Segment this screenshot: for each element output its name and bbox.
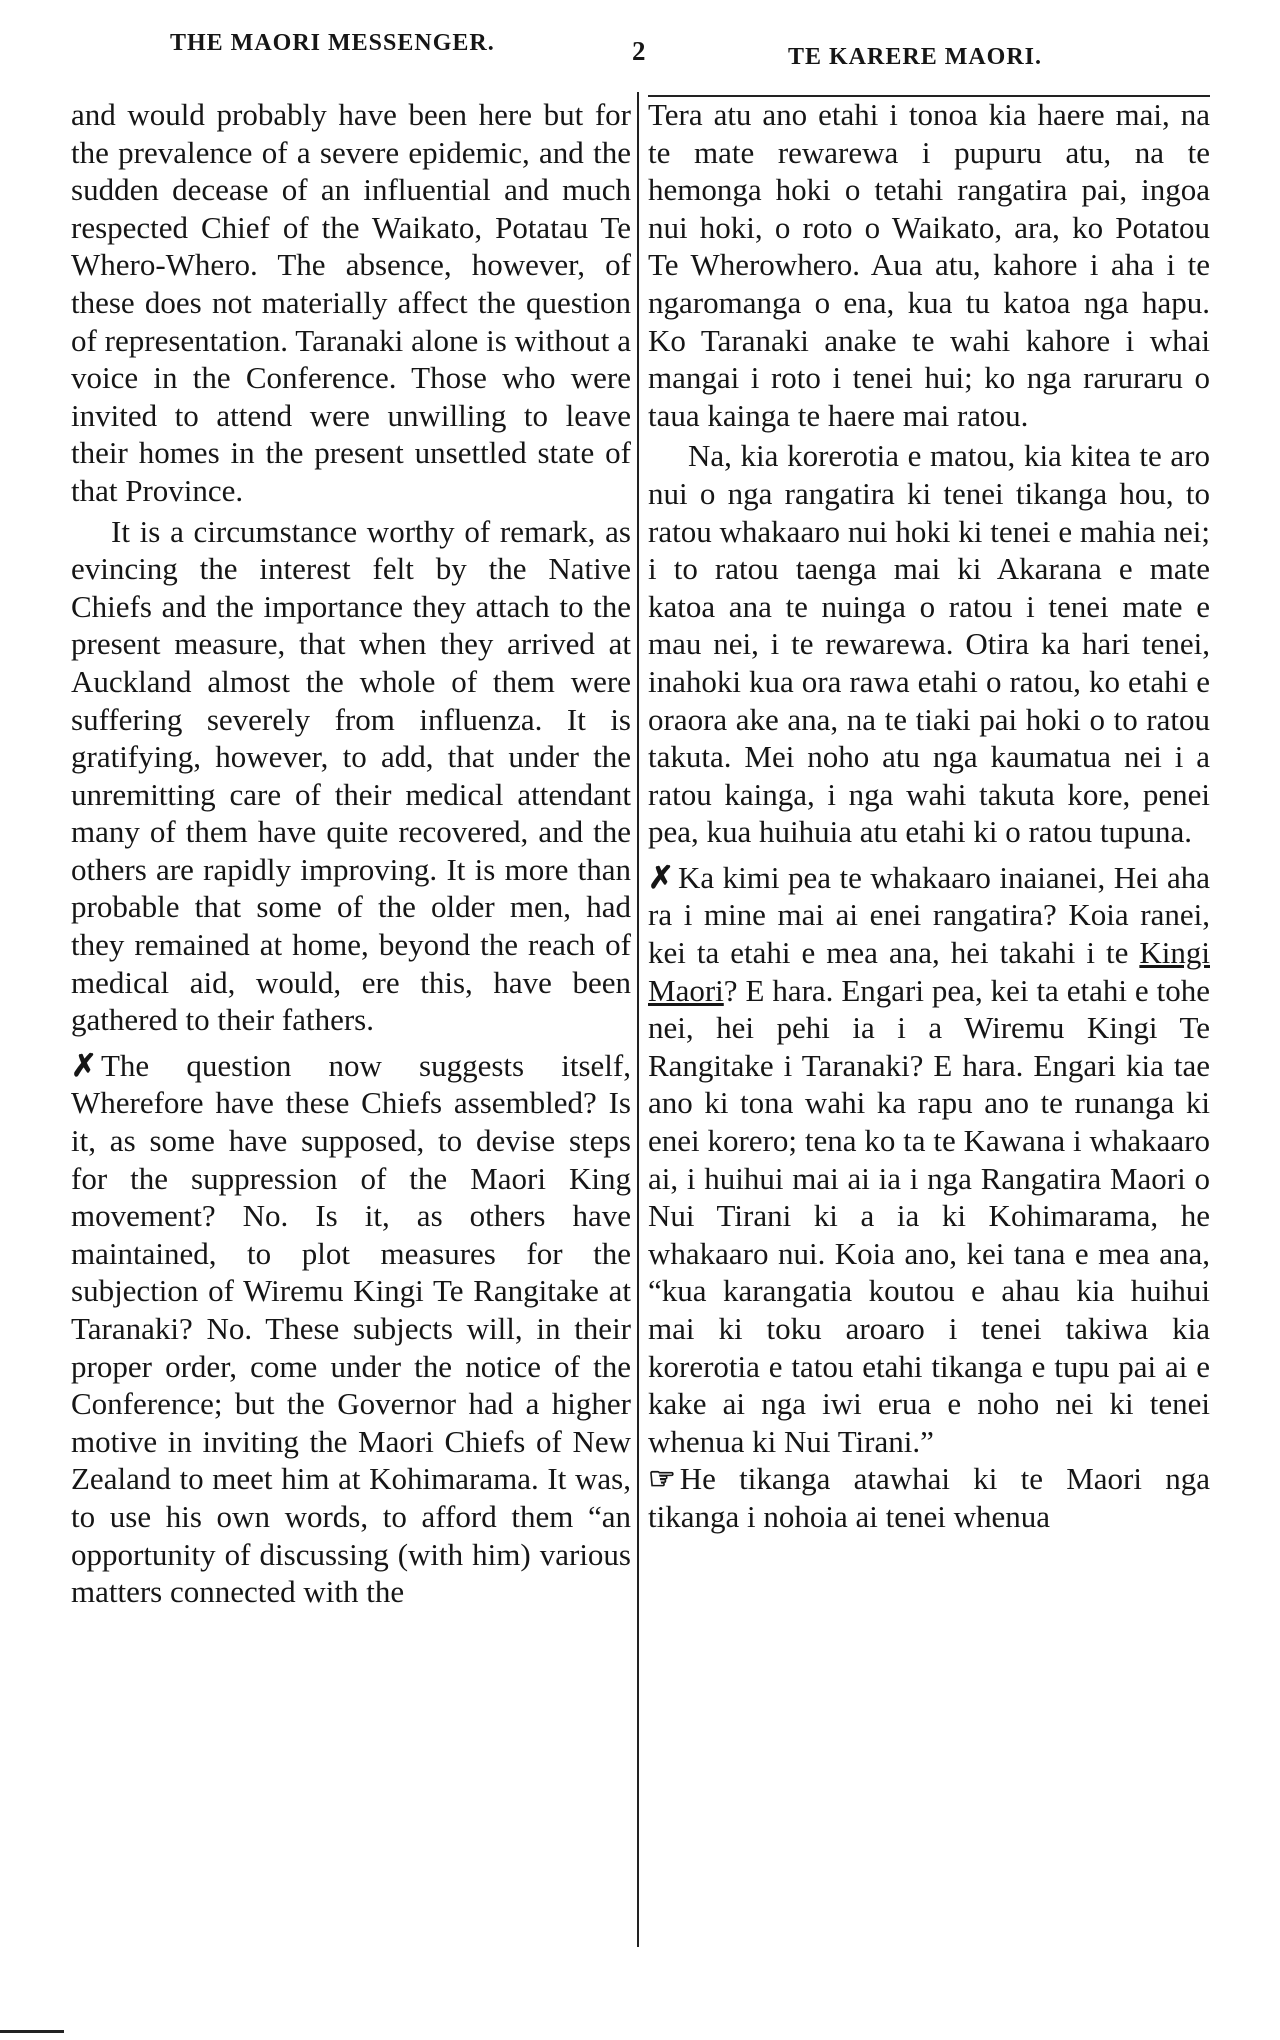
page-number: 2 [632,36,647,66]
column-divider [637,92,639,1947]
english-masthead: THE MAORI MESSENGER. [170,30,495,56]
marginal-cross-mark: ✗ [648,859,674,895]
maori-paragraph-4-text: He tikanga atawhai ki te Maori nga tikanga i nohoia ai tenei whenua [648,1461,1210,1534]
maori-column [648,96,1210,1536]
english-paragraph-1: and would probably have been here but for the prevalence of a severe epidemic, and the sudden decease of an influential and much respected Chief of the Waikato, Potatau Te Whero-Whero. The absence, however, of these does not materially affect the question of representation. Taranaki alone is without a voice in the Conference. Those who were invited to attend were unwilling to leave their homes in the present unsettled state of that Province. [71,97,631,508]
maori-paragraph-3-text-a: Ka kimi pea te whakaaro inaianei, Hei aha ra i mine mai ai enei rangatira? Koia ranei, kei ta etahi e mea ana, hei takahi i te [648,859,1210,971]
pointing-hand-icon: ☞ [648,1461,676,1497]
maori-paragraph-2: Na, kia korerotia e matou, kia kitea te aro nui o nga rangatira ki tenei tikanga hou, to ratou whakaaro nui hoki ki tenei e mahia nei; i to ratou taenga mai ki Akarana e mate katoa ana te nuinga o ratou i tenei mate e mau nei, i te rewarewa. Otira ka hari tenei, inahoki kua ora rawa etahi o ratou, ko etahi e oraora ake ana, na te tiaki pai hoki o to ratou takuta. Mei noho atu nga kaumatua nei i a ratou kainga, i nga wahi takuta kore, penei pea, kua huihuia atu etahi ki o ratou tupuna. [648,438,1210,850]
english-paragraph-3 [71,1047,631,1611]
maori-paragraph-4 [648,1460,1210,1535]
underlined-phrase: Kingi Maori [648,935,1210,1008]
maori-paragraph-3-text-b: ? E hara. Engari pea, kei ta etahi e tohe nei, hei pehi ia i a Wiremu Kingi Te Rangitake i Taranaki? E hara. Engari kia tae ano ki tona wahi ka rapu ano te runanga ki enei korero; tena ko ta te Kawana i whakaaro ai, i huihui mai ai ia i nga Rangatira Maori o Nui Tirani ki a ia ki Kohimarama, he whakaaro nui. Koia ano, kei tana e mea ana, “kua karangatia koutou e ahau kia huihui mai ki toku aroaro i tenei takiwa kia korerotia e tatou etahi tikanga e tupu pai ai e kake ai nga iwi erua e noho nei ki tenei whenua ki Nui Tirani.” [648,972,1210,1459]
bottom-edge-rule [0,2030,64,2033]
english-paragraph-2: It is a circumstance worthy of remark, as evincing the interest felt by the Native Chiefs and the importance they attach to the present measure, that when they arrived at Auckland almost the whole of them were suffering severely from influenza. It is gratifying, however, to add, that under the unremitting care of their medical attendant many of them have quite recovered, and the others are rapidly improving. It is more than probable that some of the older men, had they remained at home, beyond the reach of medical aid, would, ere this, have been gathered to their fathers. [71,513,631,1038]
maori-paragraph-1: Tera atu ano etahi i tonoa kia haere mai, na te mate rewarewa i pupuru atu, na te hemonga hoki o tetahi rangatira pai, ingoa nui hoki, o roto o Waikato, ara, ko Potatou Te Wherowhero. Aua atu, kahore i aha i te ngaromanga o ena, kua tu katoa nga hapu. Ko Taranaki anake te wahi kahore i whai mangai i roto i tenei hui; ko nga raruraru o taua kainga te haere mai ratou. [648,97,1210,433]
marginal-cross-mark: ✗ [71,1047,97,1083]
maori-masthead: TE KARERE MAORI. [788,44,1043,70]
page-header [0,0,1280,80]
english-paragraph-3-text: The question now suggests itself, Wherefore have these Chiefs assembled? Is it, as some have supposed, to devise steps for the suppression of the Maori King movement? No. Is it, as others have maintained, to plot measures for the subjection of Wiremu Kingi Te Rangitake at Taranaki? No. These subjects will, in their proper order, come under the notice of the Conference; but the Governor had a higher motive in inviting the Maori Chiefs of New Zealand to meet him at Kohimarama. It was, to use his own words, to afford them “an opportunity of discussing (with him) various matters connected with the [71,1047,631,1610]
maori-paragraph-3 [648,859,1210,1461]
english-column [71,96,631,1611]
